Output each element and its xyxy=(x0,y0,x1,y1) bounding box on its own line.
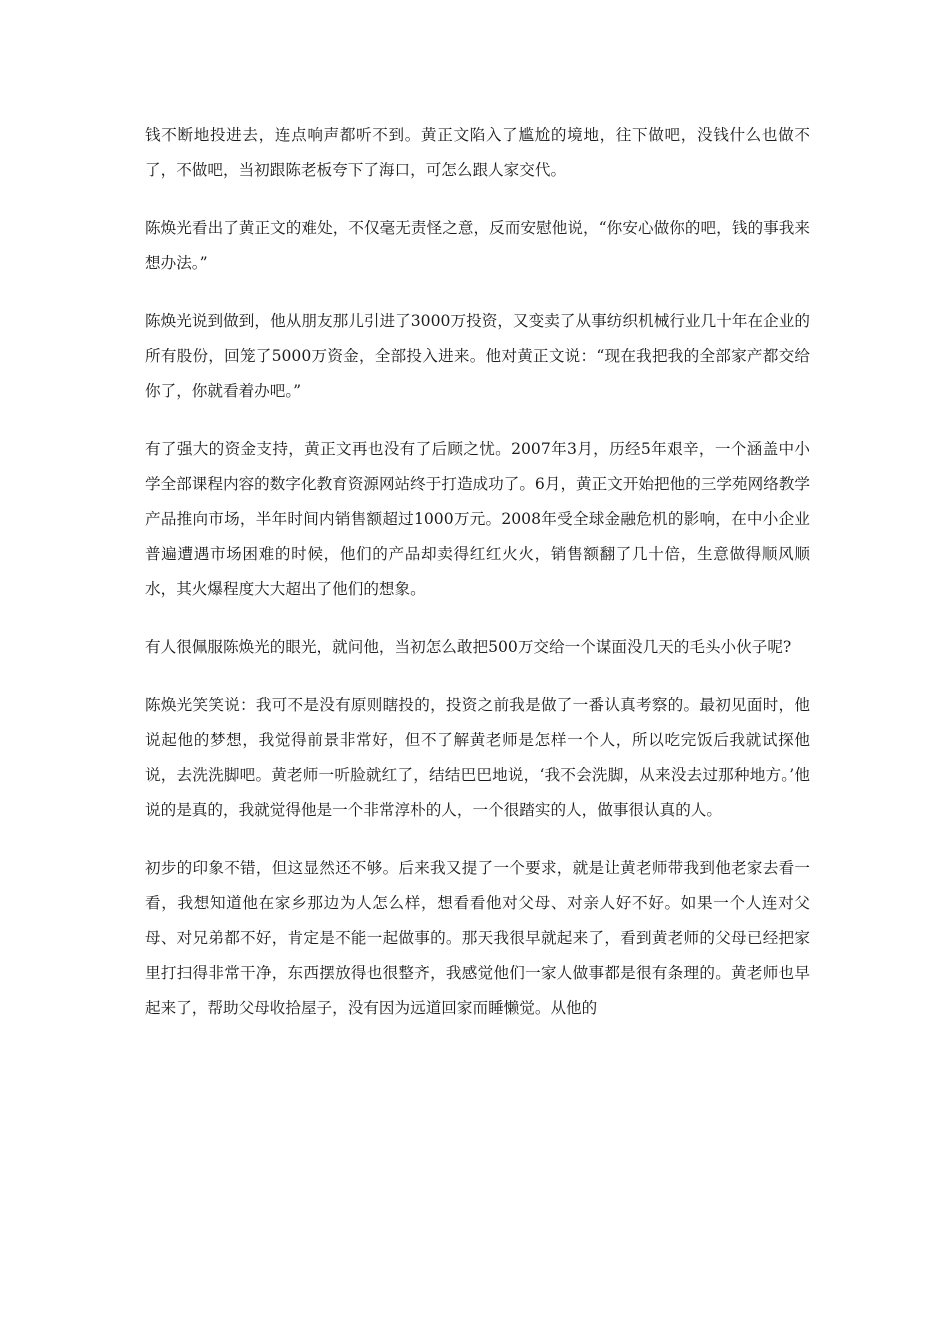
paragraph: 初步的印象不错，但这显然还不够。后来我又提了一个要求，就是让黄老师带我到他老家去看一看，我想知道他在家乡那边为人怎么样，想看看他对父母、对亲人好不好。如果一个人连对父母、对兄弟都不好，肯定是不能一起做事的。那天我很早就起来了，看到黄老师的父母已经把家里打扫得非常干净，东西摆放得也很整齐，我感觉他们一家人做事都是很有条理的。黄老师也早起来了，帮助父母收拾屋子，没有因为远道回家而睡懒觉。从他的 xyxy=(145,859,810,1017)
paragraph: 有人很佩服陈焕光的眼光，就问他，当初怎么敢把500万交给一个谋面没几天的毛头小伙子呢? xyxy=(145,638,792,656)
paragraph: 陈焕光看出了黄正文的难处，不仅毫无责怪之意，反而安慰他说，“你安心做你的吧，钱的事我来想办法。” xyxy=(145,219,810,272)
paragraph: 陈焕光笑笑说：我可不是没有原则瞎投的，投资之前我是做了一番认真考察的。最初见面时，他说起他的梦想，我觉得前景非常好，但不了解黄老师是怎样一个人，所以吃完饭后我就试探他说，去洗洗脚吧。黄老师一听脸就红了，结结巴巴地说，‘我不会洗脚，从来没去过那种地方。’他说的是真的，我就觉得他是一个非常淳朴的人，一个很踏实的人，做事很认真的人。 xyxy=(145,696,810,819)
paragraph: 有了强大的资金支持，黄正文再也没有了后顾之忧。2007年3月，历经5年艰辛，一个涵盖中小学全部课程内容的数字化教育资源网站终于打造成功了。6月，黄正文开始把他的三学苑网络教学产品推向市场，半年时间内销售额超过1000万元。2008年受全球金融危机的影响，在中小企业普遍遭遇市场困难的时候，他们的产品却卖得红红火火，销售额翻了几十倍，生意做得顺风顺水，其火爆程度大大超出了他们的想象。 xyxy=(145,440,810,598)
paragraph: 钱不断地投进去，连点响声都听不到。黄正文陷入了尴尬的境地，往下做吧，没钱什么也做不了，不做吧，当初跟陈老板夸下了海口，可怎么跟人家交代。 xyxy=(145,126,810,179)
document-body xyxy=(145,118,810,1049)
paragraph: 陈焕光说到做到，他从朋友那儿引进了3000万投资，又变卖了从事纺织机械行业几十年在企业的所有股份，回笼了5000万资金，全部投入进来。他对黄正文说：“现在我把我的全部家产都交给你了，你就看着办吧。” xyxy=(145,312,810,400)
